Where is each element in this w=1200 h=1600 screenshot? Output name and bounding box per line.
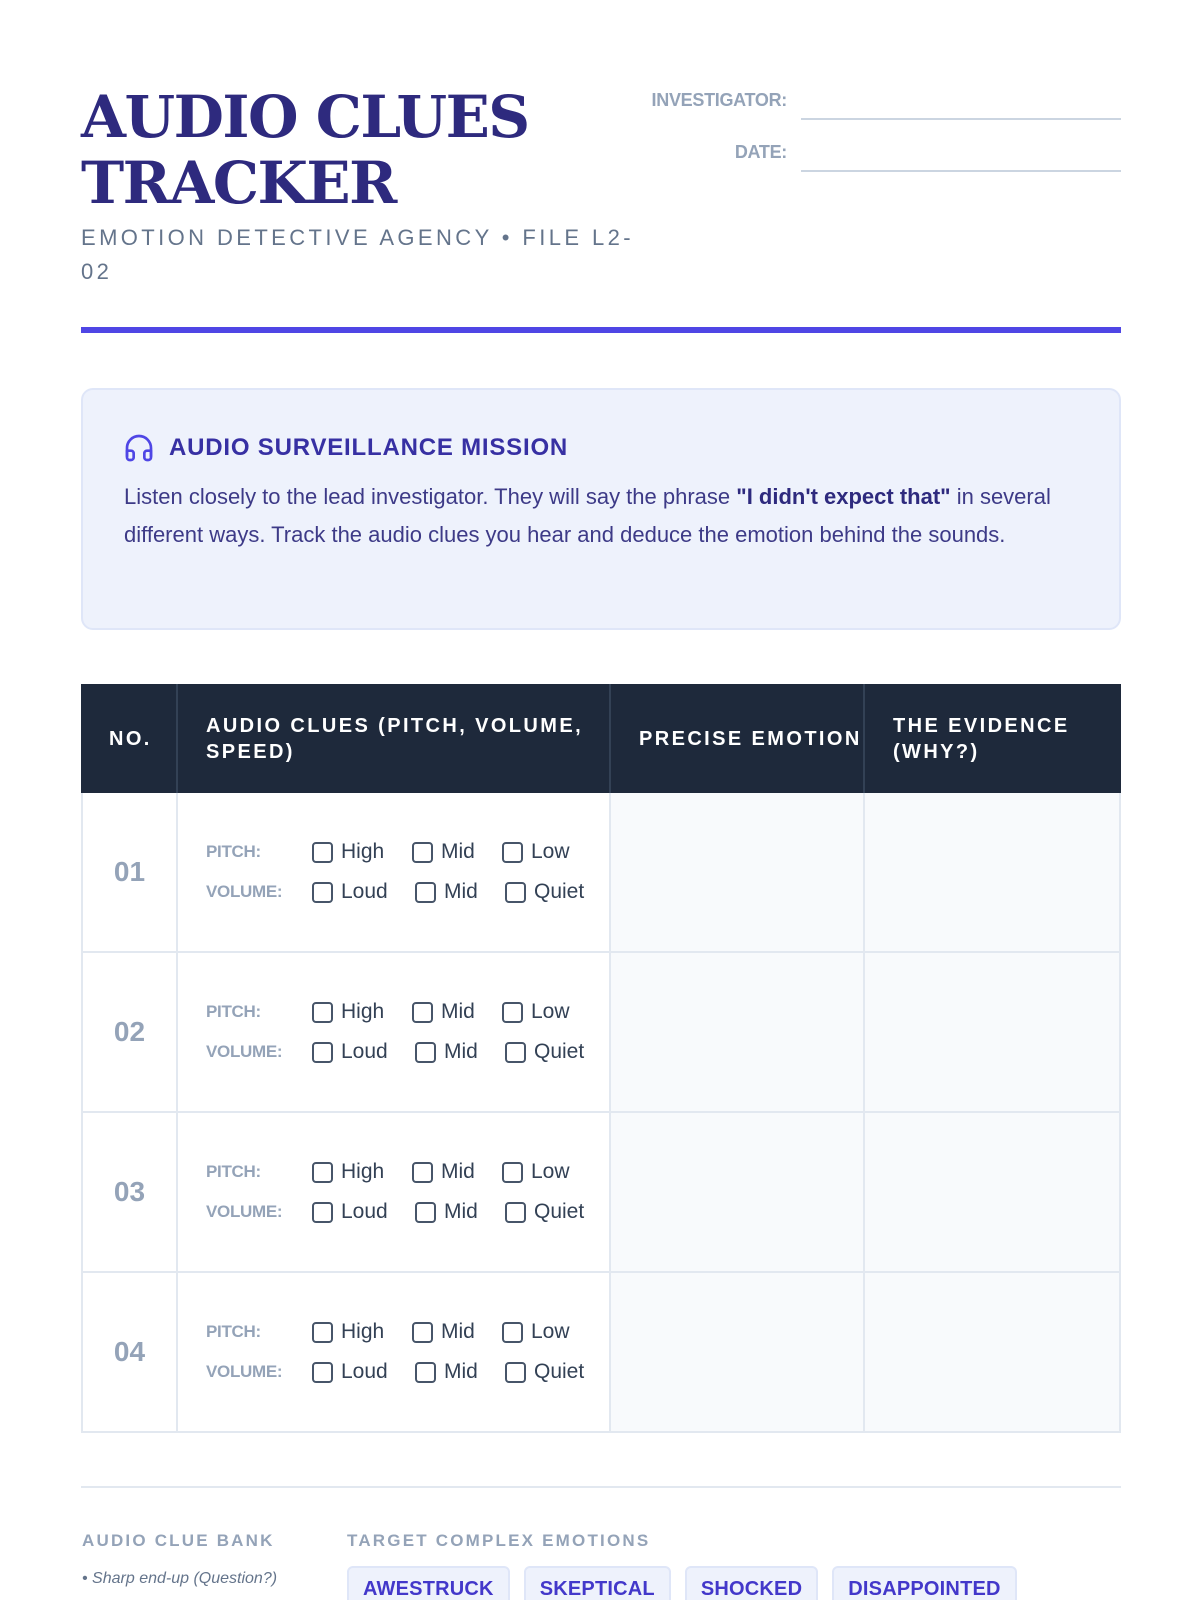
emotion-chip: SKEPTICAL <box>524 1566 671 1600</box>
table-body <box>81 793 1121 1433</box>
page-title <box>81 84 529 216</box>
evidence-cell[interactable] <box>865 793 1121 951</box>
evidence-cell[interactable] <box>865 1273 1121 1431</box>
footer-divider <box>81 1486 1121 1488</box>
option-label: Quiet <box>534 1200 585 1223</box>
mission-text <box>124 478 1084 554</box>
pitch-option[interactable] <box>502 840 582 864</box>
evidence-cell[interactable] <box>865 1113 1121 1271</box>
volume-option[interactable] <box>505 1200 595 1224</box>
option-label: Quiet <box>534 880 585 903</box>
table-row <box>81 953 1121 1113</box>
option-label: Quiet <box>534 1040 585 1063</box>
volume-option[interactable] <box>312 1040 415 1064</box>
volume-label: VOLUME: <box>206 882 283 901</box>
header-audio-clues: AUDIO CLUES (PITCH, VOLUME, SPEED) <box>178 684 611 793</box>
checkbox[interactable] <box>502 842 523 863</box>
audio-clue-bank-title: AUDIO CLUE BANK <box>82 1531 275 1550</box>
audio-clues-cell <box>178 1113 611 1271</box>
checkbox[interactable] <box>312 1002 333 1023</box>
table-row <box>81 1273 1121 1433</box>
row-number: 01 <box>81 793 178 951</box>
pitch-option[interactable] <box>312 1160 412 1184</box>
volume-label: VOLUME: <box>206 1362 283 1381</box>
worksheet-header <box>81 84 1121 334</box>
precise-emotion-cell[interactable] <box>611 953 865 1111</box>
investigator-line[interactable] <box>801 118 1121 120</box>
precise-emotion-cell[interactable] <box>611 793 865 951</box>
table-row <box>81 793 1121 953</box>
checkbox[interactable] <box>312 882 333 903</box>
clues-table <box>81 684 1121 1433</box>
row-number: 02 <box>81 953 178 1111</box>
header-precise-emotion: PRECISE EMOTION <box>611 684 865 793</box>
pitch-line <box>206 1159 582 1185</box>
pitch-option[interactable] <box>412 1160 502 1184</box>
checkbox[interactable] <box>505 1362 526 1383</box>
pitch-option[interactable] <box>412 1000 502 1024</box>
audio-clues-cell <box>178 793 611 951</box>
mission-text-end: in several different ways. Track the audio clues you hear and deduce the emotion behind the sounds. <box>124 484 1051 547</box>
checkbox[interactable] <box>312 1162 333 1183</box>
checkbox[interactable] <box>412 842 433 863</box>
table-header <box>81 684 1121 793</box>
emotion-chip: DISAPPOINTED <box>832 1566 1016 1600</box>
volume-line <box>206 879 595 905</box>
volume-line <box>206 1359 595 1385</box>
meta-fields <box>641 84 1121 188</box>
volume-option[interactable] <box>312 880 415 904</box>
mission-title: AUDIO SURVEILLANCE MISSION <box>169 434 569 461</box>
option-label: Mid <box>441 1160 475 1183</box>
option-label: High <box>341 1000 385 1023</box>
pitch-line <box>206 1319 582 1345</box>
mission-header <box>123 432 568 464</box>
header-divider <box>81 327 1121 333</box>
emotion-chip: AWESTRUCK <box>347 1566 510 1600</box>
option-label: Mid <box>444 1200 478 1223</box>
pitch-option[interactable] <box>502 1000 582 1024</box>
pitch-option[interactable] <box>312 840 412 864</box>
checkbox[interactable] <box>502 1322 523 1343</box>
pitch-label: PITCH: <box>206 1162 261 1181</box>
checkbox[interactable] <box>412 1002 433 1023</box>
audio-clues-cell <box>178 1273 611 1431</box>
option-label: Loud <box>341 880 388 903</box>
option-label: High <box>341 1320 385 1343</box>
checkbox[interactable] <box>312 1042 333 1063</box>
checkbox[interactable] <box>415 1362 436 1383</box>
precise-emotion-cell[interactable] <box>611 1113 865 1271</box>
pitch-line <box>206 999 582 1025</box>
pitch-option[interactable] <box>502 1320 582 1344</box>
worksheet-page <box>81 0 1121 1600</box>
emotion-chip: SHOCKED <box>685 1566 818 1600</box>
audio-clues-cell <box>178 953 611 1111</box>
pitch-label: PITCH: <box>206 842 261 861</box>
checkbox[interactable] <box>412 1322 433 1343</box>
checkbox[interactable] <box>415 1202 436 1223</box>
mission-box <box>81 388 1121 630</box>
option-label: High <box>341 1160 385 1183</box>
checkbox[interactable] <box>502 1002 523 1023</box>
emotion-chips <box>347 1566 1031 1600</box>
option-label: Loud <box>341 1040 388 1063</box>
option-label: Loud <box>341 1200 388 1223</box>
headphones-icon <box>123 432 155 464</box>
option-label: Mid <box>441 840 475 863</box>
option-label: High <box>341 840 385 863</box>
volume-option[interactable] <box>415 880 505 904</box>
date-line[interactable] <box>801 170 1121 172</box>
option-label: Low <box>531 1000 570 1023</box>
volume-label: VOLUME: <box>206 1202 283 1221</box>
evidence-cell[interactable] <box>865 953 1121 1111</box>
checkbox[interactable] <box>312 842 333 863</box>
option-label: Quiet <box>534 1360 585 1383</box>
volume-option[interactable] <box>415 1200 505 1224</box>
volume-option[interactable] <box>415 1040 505 1064</box>
option-label: Mid <box>444 1360 478 1383</box>
audio-clue-bank-item: • Sharp end-up (Question?) <box>82 1570 278 1587</box>
option-label: Mid <box>444 880 478 903</box>
date-field[interactable] <box>641 136 1121 188</box>
title-line-2: TRACKER <box>81 149 396 217</box>
checkbox[interactable] <box>312 1202 333 1223</box>
checkbox[interactable] <box>502 1162 523 1183</box>
pitch-label: PITCH: <box>206 1002 261 1021</box>
volume-line <box>206 1039 595 1065</box>
option-label: Loud <box>341 1360 388 1383</box>
investigator-label: INVESTIGATOR: <box>651 90 787 110</box>
investigator-field[interactable] <box>641 84 1121 136</box>
pitch-line <box>206 839 582 865</box>
volume-option[interactable] <box>505 1040 595 1064</box>
row-number: 04 <box>81 1273 178 1431</box>
precise-emotion-cell[interactable] <box>611 1273 865 1431</box>
checkbox[interactable] <box>312 1322 333 1343</box>
volume-label: VOLUME: <box>206 1042 283 1061</box>
volume-option[interactable] <box>505 880 595 904</box>
checkbox[interactable] <box>415 1042 436 1063</box>
pitch-label: PITCH: <box>206 1322 261 1341</box>
option-label: Low <box>531 1160 570 1183</box>
checkbox[interactable] <box>505 1202 526 1223</box>
row-number: 03 <box>81 1113 178 1271</box>
pitch-option[interactable] <box>502 1160 582 1184</box>
title-line-1: AUDIO CLUES <box>81 83 529 151</box>
mission-phrase: "I didn't expect that" <box>736 484 951 509</box>
checkbox[interactable] <box>505 882 526 903</box>
volume-option[interactable] <box>312 1200 415 1224</box>
checkbox[interactable] <box>505 1042 526 1063</box>
header-evidence: THE EVIDENCE (WHY?) <box>893 714 1070 763</box>
volume-option[interactable] <box>312 1360 415 1384</box>
page-subtitle: EMOTION DETECTIVE AGENCY • FILE L2-02 <box>81 225 634 284</box>
mission-text-start: Listen closely to the lead investigator. They will say the phrase <box>124 484 737 509</box>
option-label: Mid <box>441 1320 475 1343</box>
pitch-option[interactable] <box>312 1000 412 1024</box>
date-label: DATE: <box>734 142 787 162</box>
option-label: Low <box>531 840 570 863</box>
pitch-option[interactable] <box>412 840 502 864</box>
pitch-option[interactable] <box>412 1320 502 1344</box>
checkbox[interactable] <box>415 882 436 903</box>
option-label: Mid <box>444 1040 478 1063</box>
checkbox[interactable] <box>312 1362 333 1383</box>
checkbox[interactable] <box>412 1162 433 1183</box>
volume-line <box>206 1199 595 1225</box>
target-emotions-title: TARGET COMPLEX EMOTIONS <box>347 1531 651 1550</box>
option-label: Low <box>531 1320 570 1343</box>
volume-option[interactable] <box>505 1360 595 1384</box>
table-row <box>81 1113 1121 1273</box>
volume-option[interactable] <box>415 1360 505 1384</box>
header-no: NO. <box>81 684 178 793</box>
option-label: Mid <box>441 1000 475 1023</box>
pitch-option[interactable] <box>312 1320 412 1344</box>
